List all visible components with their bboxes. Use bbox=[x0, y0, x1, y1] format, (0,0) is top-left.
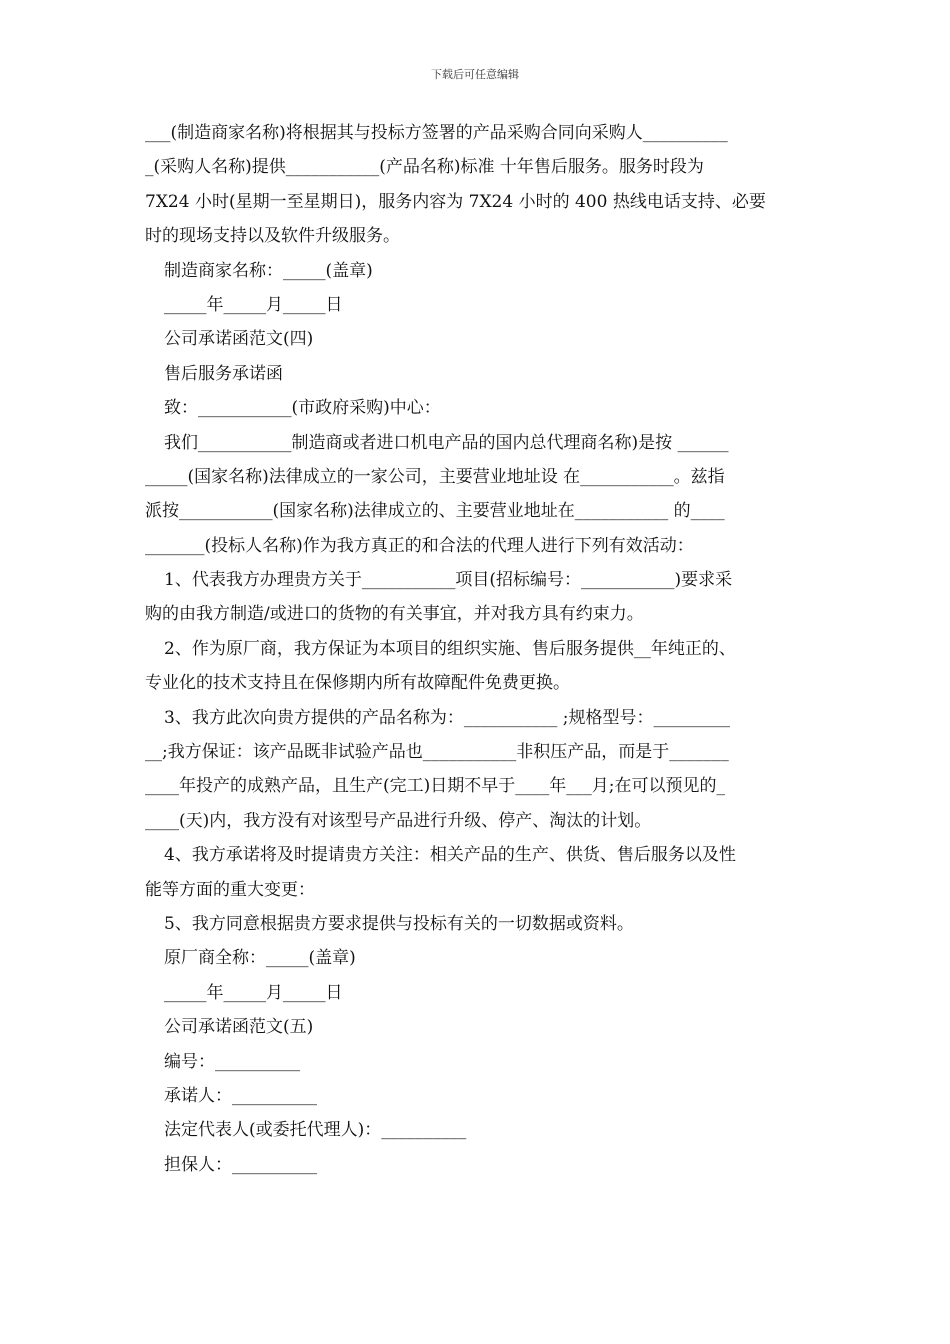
text-line: _(采购人名称)提供___________(产品名称)标准 十年售后服务。服务时段为 bbox=[145, 157, 704, 178]
text-line: 承诺人：__________ bbox=[164, 1085, 317, 1106]
text-line: 法定代表人(或委托代理人)：__________ bbox=[164, 1120, 467, 1141]
text-line: _______(投标人名称)作为我方真正的和合法的代理人进行下列有效活动： bbox=[145, 535, 694, 556]
text-line: 1、代表我方办理贵方关于___________项目(招标编号：___________)要求采 bbox=[164, 570, 733, 591]
page-header: 下载后可任意编辑 bbox=[431, 68, 519, 81]
text-line: 7X24 小时(星期一至星期日)，服务内容为 7X24 小时的 400 热线电话支持、必要 bbox=[145, 191, 766, 212]
text-line: 我们___________制造商或者进口机电产品的国内总代理商名称)是按 ______ bbox=[164, 432, 729, 453]
text-line: 派按___________(国家名称)法律成立的、主要营业地址在___________ 的____ bbox=[145, 501, 725, 522]
text-line: 编号：__________ bbox=[164, 1051, 300, 1072]
text-line: 5、我方同意根据贵方要求提供与投标有关的一切数据或资料。 bbox=[164, 913, 634, 934]
text-line: 购的由我方制造/或进口的货物的有关事宜，并对我方具有约束力。 bbox=[145, 604, 644, 625]
text-line: ___(制造商家名称)将根据其与投标方签署的产品采购合同向采购人__________ bbox=[145, 123, 728, 143]
document-body bbox=[145, 116, 807, 1182]
text-line: _____年_____月_____日 bbox=[164, 294, 343, 315]
text-line: 制造商家名称：_____(盖章) bbox=[164, 260, 373, 281]
text-line: 售后服务承诺函 bbox=[164, 363, 283, 384]
text-line: ____年投产的成熟产品，且生产(完工)日期不早于____年___月;在可以预见的_ bbox=[145, 776, 725, 797]
text-line: 公司承诺函范文(五) bbox=[164, 1017, 314, 1038]
text-line: __;我方保证：该产品既非试验产品也___________非积压产品，而是于_______ bbox=[145, 742, 729, 763]
text-line: 时的现场支持以及软件升级服务。 bbox=[145, 226, 400, 247]
text-line: 4、我方承诺将及时提请贵方关注：相关产品的生产、供货、售后服务以及性 bbox=[164, 845, 736, 866]
text-line: 专业化的技术支持且在保修期内所有故障配件免费更换。 bbox=[145, 673, 570, 694]
text-line: 原厂商全称：_____(盖章) bbox=[164, 948, 356, 969]
text-line: ____(天)内，我方没有对该型号产品进行升级、停产、淘汰的计划。 bbox=[145, 810, 652, 831]
text-line: 3、我方此次向贵方提供的产品名称为：___________ ;规格型号：_________ bbox=[164, 707, 730, 728]
text-line: _____年_____月_____日 bbox=[164, 982, 343, 1003]
text-line: 公司承诺函范文(四) bbox=[164, 329, 314, 350]
text-line: _____(国家名称)法律成立的一家公司，主要营业地址设 在___________。兹指 bbox=[145, 466, 725, 487]
text-line: 能等方面的重大变更： bbox=[145, 879, 315, 900]
text-line: 致：___________(市政府采购)中心： bbox=[164, 398, 441, 419]
text-line: 2、作为原厂商，我方保证为本项目的组织实施、售后服务提供__年纯正的、 bbox=[164, 638, 736, 659]
text-line: 担保人：__________ bbox=[164, 1154, 317, 1175]
